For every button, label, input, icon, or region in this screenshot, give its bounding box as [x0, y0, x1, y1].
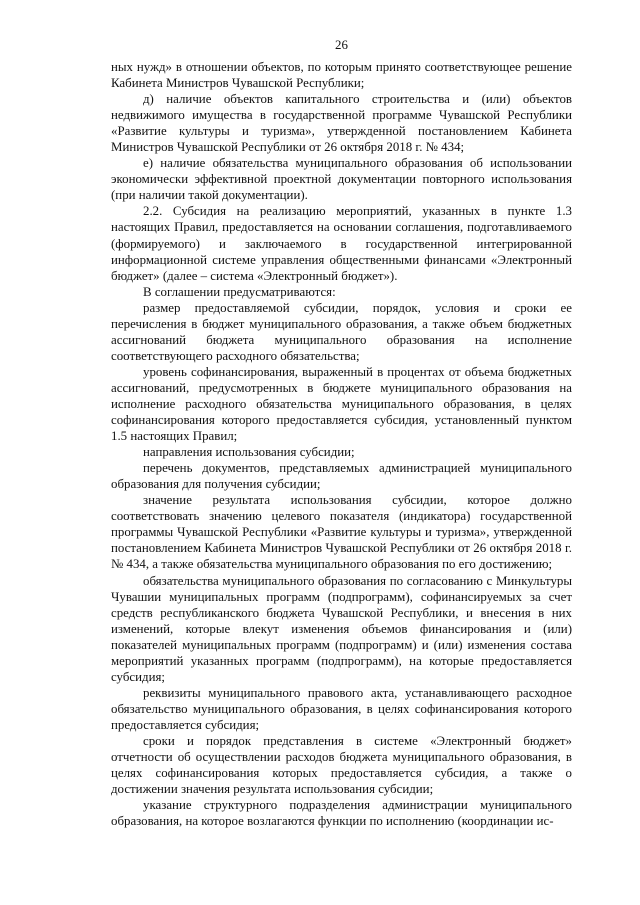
paragraph-structural-unit: указание структурного подразделения администрации муниципального образования, на которое возлагаются функции по исполнению (координации ис-: [111, 798, 572, 829]
paragraph-reporting-terms: сроки и порядок представления в системе «Электронный бюджет» отчетности об осуществлении расходов бюджета муниципального образования, в целях софинансирования которых предоставляется субсидия, а также о достижении значения результата использования субсидии;: [111, 733, 572, 797]
paragraph-documents-list: перечень документов, представляемых администрацией муниципального образования для получения субсидии;: [111, 461, 572, 492]
paragraph-legal-act-details: реквизиты муниципального правового акта, устанавливающего расходное обязательство муниципального образования, в целях софинансирования которого предоставляется субсидия;: [111, 685, 572, 732]
paragraph-item-e: е) наличие обязательства муниципального образования об использовании экономически эффективной проектной документации повторного использования (при наличии такой документации).: [111, 156, 572, 203]
paragraph-agreement-intro: В соглашении предусматриваются:: [143, 284, 336, 299]
paragraph-continuation: ных нужд» в отношении объектов, по которым принято соответствующее решение Кабинета Министров Чувашской Республики;: [111, 60, 572, 91]
paragraph-municipal-obligations: обязательства муниципального образования по согласованию с Минкультуры Чувашии муниципальных программ (подпрограмм), софинансируемых за счет средств республиканского бюджета Чувашской Республики, и внесения в них изменений, которые влекут изменения объемов финансирования и (или) показателей муниципальных программ (подпрограмм) и (или) изменения состава мероприятий указанных программ (подпрограмм), на которые предоставляется субсидия;: [111, 573, 572, 684]
paragraph-section-2-2: 2.2. Субсидия на реализацию мероприятий, указанных в пункте 1.3 настоящих Правил, предоставляется на основании соглашения, подготавливаемого (формируемого) и заключаемого в государственной интегрированной информационной системе управления общественными финансами «Электронный бюджет» (далее – система «Электронный бюджет»).: [111, 204, 572, 283]
paragraph-subsidy-amount: размер предоставляемой субсидии, порядок, условия и сроки ее перечисления в бюджет муниципального образования, а также объем бюджетных ассигнований бюджета муниципального образования на исполнение соответствующего расходного обязательства;: [111, 300, 572, 363]
paragraph-cofinancing-level: уровень софинансирования, выраженный в процентах от объема бюджетных ассигнований, предусмотренных в бюджете муниципального образования на исполнение расходного обязательства муниципального образования, в целях софинансирования которого предоставляется субсидия, установленный пунктом 1.5 настоящих Правил;: [111, 364, 572, 444]
paragraph-item-d: д) наличие объектов капитального строительства и (или) объектов недвижимого имущества в государственной программе Чувашской Республики «Развитие культуры и туризма», утвержденной постановлением Кабинета Министров Чувашской Республики от 26 октября 2018 г. № 434;: [111, 92, 572, 155]
document-page: [111, 37, 572, 829]
page-number: 26: [335, 38, 348, 52]
paragraph-result-value: значение результата использования субсидии, которое должно соответствовать значению целевого показателя (индикатора) государственной программы Чувашской Республики «Развитие культуры и туризма», утвержденной постановлением Кабинета Министров Чувашской Республики от 26 октября 2018 г. № 434, а также обязательства муниципального образования по его достижению;: [111, 493, 572, 572]
paragraph-usage-directions: направления использования субсидии;: [143, 445, 355, 460]
